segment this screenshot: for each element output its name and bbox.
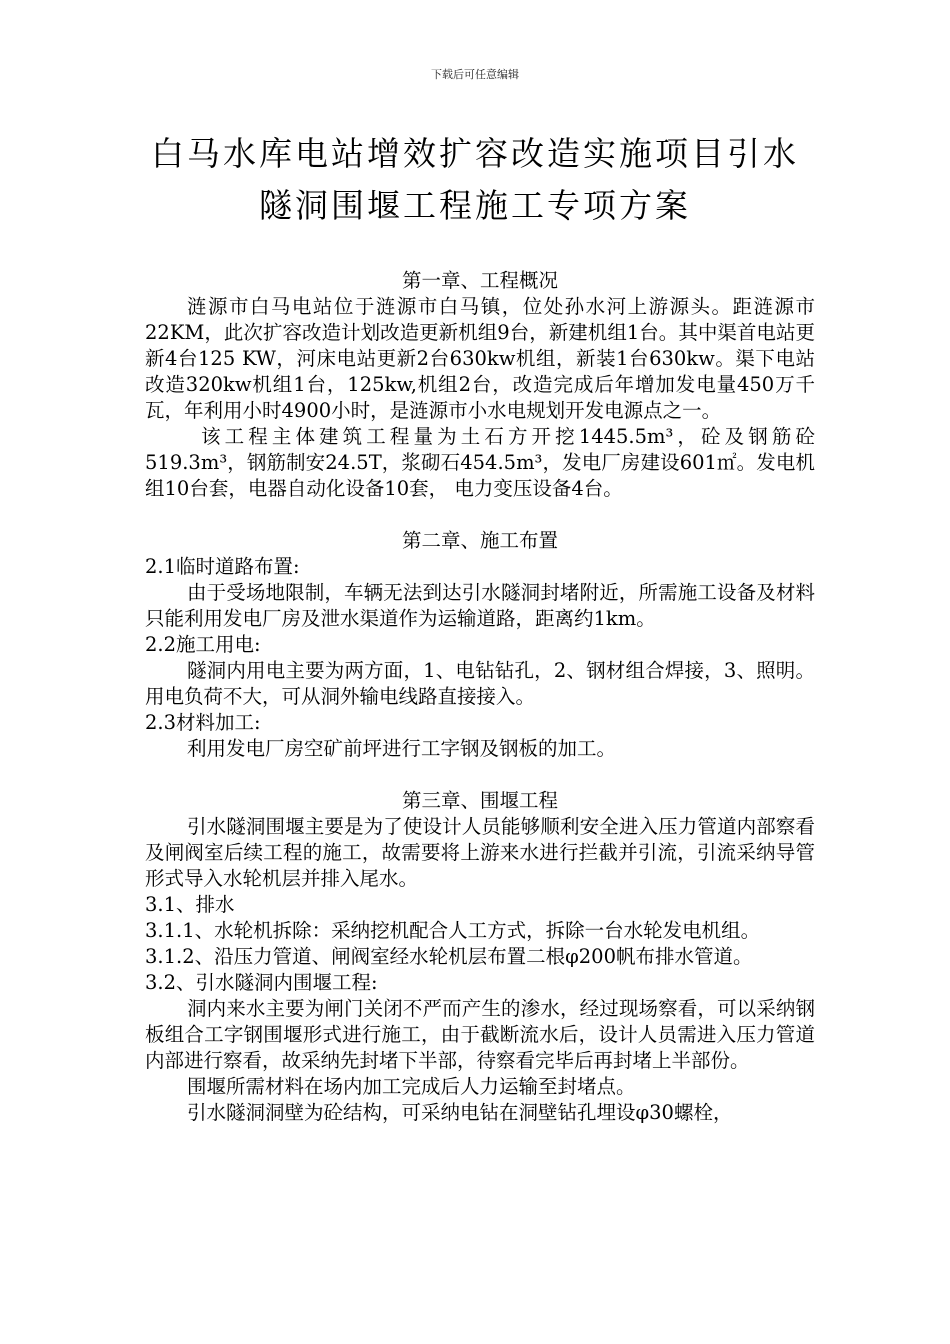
section-3-2-paragraph-3: 引水隧洞洞壁为砼结构，可采纳电钻在洞壁钻孔埋设φ30螺栓， bbox=[187, 1101, 733, 1124]
section-2-2-text: 隧洞内用电主要为两方面，1、电钻钻孔，2、钢材组合焊接，3、照明。用电负荷不大，可从洞外输电线路直接接入。 bbox=[145, 659, 815, 708]
section-3-1-2: 3.1.2、沿压力管道、闸阀室经水轮机层布置二根φ200帆布排水管道。 bbox=[145, 945, 753, 968]
section-2-1-title: 2.1临时道路布置: bbox=[145, 555, 300, 578]
section-3-1-1: 3.1.1、水轮机拆除：采纳挖机配合人工方式，拆除一台水轮发电机组。 bbox=[145, 919, 761, 942]
section-3-2-title: 3.2、引水隧洞内围堰工程: bbox=[145, 971, 378, 994]
document-body bbox=[145, 268, 815, 1126]
document-title-line2: 隧洞围堰工程施工专项方案 bbox=[259, 186, 691, 225]
chapter-1-heading: 第一章、工程概况 bbox=[401, 269, 558, 292]
section-2-3-title: 2.3材料加工: bbox=[145, 711, 261, 734]
section-2-2-title: 2.2施工用电: bbox=[145, 633, 261, 656]
chapter-1-paragraph-2: 该工程主体建筑工程量为土石方开挖1445.5m³，砼及钢筋砼519.3m³，钢筋制安24.5T，浆砌石454.5m³，发电厂房建设601㎡。发电机组10台套，电器自动化设备10套， 电力变压设备4台。 bbox=[145, 425, 815, 500]
section-3-2-paragraph-1: 洞内来水主要为闸门关闭不严而产生的渗水，经过现场察看，可以采纳钢板组合工字钢围堰形式进行施工，由于截断流水后，设计人员需进入压力管道内部进行察看，故采纳先封堵下半部，待察看完毕后再封堵上半部份。 bbox=[145, 997, 815, 1072]
header-note: 下载后可任意编辑 bbox=[431, 68, 519, 81]
section-3-1-title: 3.1、排水 bbox=[145, 893, 235, 916]
section-2-3-text: 利用发电厂房空矿前坪进行工字钢及钢板的加工。 bbox=[187, 737, 617, 760]
chapter-3-heading: 第三章、围堰工程 bbox=[401, 789, 558, 812]
document-title-line1: 白马水库电站增效扩容改造实施项目引水 bbox=[151, 134, 799, 173]
chapter-3-intro: 引水隧洞围堰主要是为了使设计人员能够顺利安全进入压力管道内部察看及闸阀室后续工程的施工，故需要将上游来水进行拦截并引流，引流采纳导管形式导入水轮机层并排入尾水。 bbox=[145, 815, 815, 890]
section-2-1-text: 由于受场地限制，车辆无法到达引水隧洞封堵附近，所需施工设备及材料只能利用发电厂房及泄水渠道作为运输道路，距离约1km。 bbox=[145, 581, 815, 630]
chapter-1-paragraph-1: 涟源市白马电站位于涟源市白马镇，位处孙水河上游源头。距涟源市22KM，此次扩容改造计划改造更新机组9台，新建机组1台。其中渠首电站更新4台125 KW，河床电站更新2台630kw机组，新装1台630kw。渠下电站改造320kw机组1台，125kw,机组2台，改造完成后年增加发电量450万千瓦，年利用小时4900小时，是涟源市小水电规划开发电源点之一。 bbox=[145, 295, 815, 422]
chapter-2-heading: 第二章、施工布置 bbox=[401, 529, 558, 552]
section-3-2-paragraph-2: 围堰所需材料在场内加工完成后人力运输至封堵点。 bbox=[187, 1075, 636, 1098]
